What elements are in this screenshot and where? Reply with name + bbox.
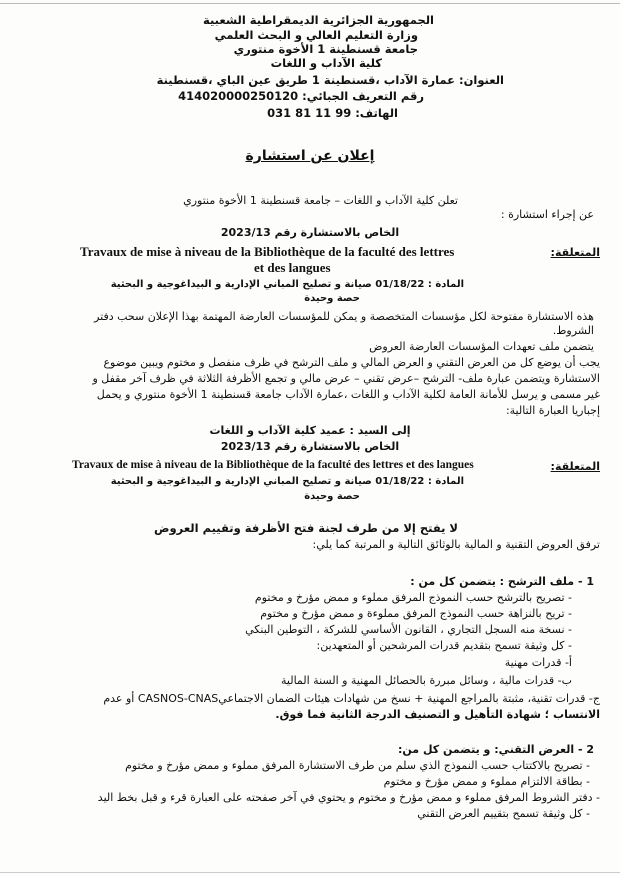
subject-fr-line-1: Travaux de mise à niveau de la Bibliothèque de la faculté des lettres [80,244,455,259]
article-2: المادة : 01/18/22 صيانة و تصليح المباني الإدارية و البيداغوجية و البحثية [110,476,464,487]
header-republic: الجمهورية الجزائرية الديمقراطية الشعبية [202,13,434,27]
section1-item-7: ج- قدرات تقنية، مثبتة بالمراجع المهنية + نسخ من شهادات هيئات الضمان الاجتماعيCASNOS-CNAS أو عدم [103,692,600,705]
header-university: جامعة قسنطينة 1 الأخوة منتوري [233,42,418,56]
scan-edge-bottom [0,872,620,873]
article: المادة : 01/18/22 صيانة و تصليح المباني الإدارية و البيداغوجية و البحثية [110,279,464,290]
header-ministry: وزارة التعليم العالي و البحث العلمي [214,28,418,42]
lot-2: حصة وحيدة [304,491,360,502]
section2-item-3: - دفتر الشروط المرفق مملوء و ممض مؤرخ و مختوم و يحتوي في آخر صفحته على العبارة قرء و قبل بخط اليد [97,791,600,804]
section2-heading: 2 - العرض التقني: و يتضمن كل من: [398,743,594,756]
intro-line-1: تعلن كلية الآداب و اللغات – جامعة قسنطينة 1 الأخوة منتوري [183,194,458,207]
notice: لا يفتح إلا من طرف لجنة فتح الأظرفة وتقييم العروض [154,521,458,535]
intro-line-2: عن إجراء استشارة : [500,208,594,221]
body-line-1: هذه الاستشارة مفتوحة لكل مؤسسات المتخصصة و يمكن للمؤسسات العارضة المهتمة بهذا الإعلان سحب دفتر [94,310,594,323]
subject-label: المتعلقة: [550,246,600,259]
recipient: إلى السيد : عميد كلية الآداب و اللغات [209,424,411,437]
header-faculty: كلية الآداب و اللغات [270,56,382,70]
subject-fr-line-2: et des langues [254,260,331,275]
section1-item-4: - كل وثيقة تسمح بتقديم قدرات المرشحين أو المتعهدين: [316,639,572,652]
section2-item-1: - تصريح بالاكتتاب حسب النموذج الذي سلم من طرف الاستشارة المرفق مملوء و ممض مؤرخ و مختوم [125,759,590,772]
body-line-4: يجب أن يوضع كل من العرض التقني و العرض المالي و ملف الترشح في ظرف منفصل و مختوم ويبين موضوع [103,356,600,369]
header-address: العنوان: عمارة الآداب ،قسنطينة 1 طريق عين الباي ،قسنطينة [156,73,504,87]
header-tax-id: رقم التعريف الجبائي: 414020000250120 [178,89,424,103]
section1-item-3: - نسخة منه السجل التجاري ، القانون الأساسي للشركة ، التوطين البنكي [245,623,572,636]
scan-edge-top [0,3,620,4]
section2-item-2: - بطاقة الالتزام مملوء و ممض مؤرخ و مختوم [383,775,590,788]
consultation-ref-2: الخاص بالاستشارة رقم 2023/13 [220,440,400,453]
lot: حصة وحيدة [304,293,360,304]
page-title: إعلان عن استشارة [245,148,375,164]
body-line-2: الشروط. [552,324,594,337]
body-line-6: غير مسمى و يرسل للأمانة العامة لكلية الآداب و اللغات ،عمارة الآداب جامعة قسنطينة 1 الأخوة منتوري و يحمل [96,388,600,401]
section1-item-5: أ- قدرات مهنية [504,656,572,669]
section1-item-1: - تصريح بالترشح حسب النموذج المرفق مملوء و ممض مؤرخ و مختوم [254,591,572,604]
docs-intro: ترفق العروض التقنية و المالية بالوثائق التالية و المرتبة كما يلي: [312,538,600,551]
section1-item-8: الانتساب ؛ شهادة التأهيل و التصنيف الدرجة الثانية فما فوق. [275,708,600,721]
section2-item-4: - كل وثيقة تسمح بتقييم العرض التقني [417,807,590,820]
body-line-7: إجباريا العبارة التالية: [505,404,600,417]
body-line-3: يتضمن ملف تعهدات المؤسسات العارضة العروض [369,340,594,353]
body-line-5: الاستشارة ويتضمن عبارة ملف- الترشح –عرض تقني – عرض مالي و تجمع الأظرفة الثلاثة في ظرف آخر مقفل و [92,372,600,385]
section1-item-6: ب- قدرات مالية ، وسائل مبررة بالحصائل المهنية و السنة المالية [281,674,572,687]
subject-fr-2: Travaux de mise à niveau de la Bibliothèque de la faculté des lettres et des langues [72,459,474,471]
header-phone: الهاتف: 99 11 81 031 [267,106,398,120]
section1-heading: 1 - ملف الترشح : يتضمن كل من : [410,575,594,588]
consultation-ref: الخاص بالاستشارة رقم 2023/13 [220,226,400,239]
section1-item-2: - تريح بالنزاهة حسب النموذج المرفق مملوءة و ممض مؤرخ و مختوم [260,607,572,620]
subject-label-2: المتعلقة: [550,460,600,473]
